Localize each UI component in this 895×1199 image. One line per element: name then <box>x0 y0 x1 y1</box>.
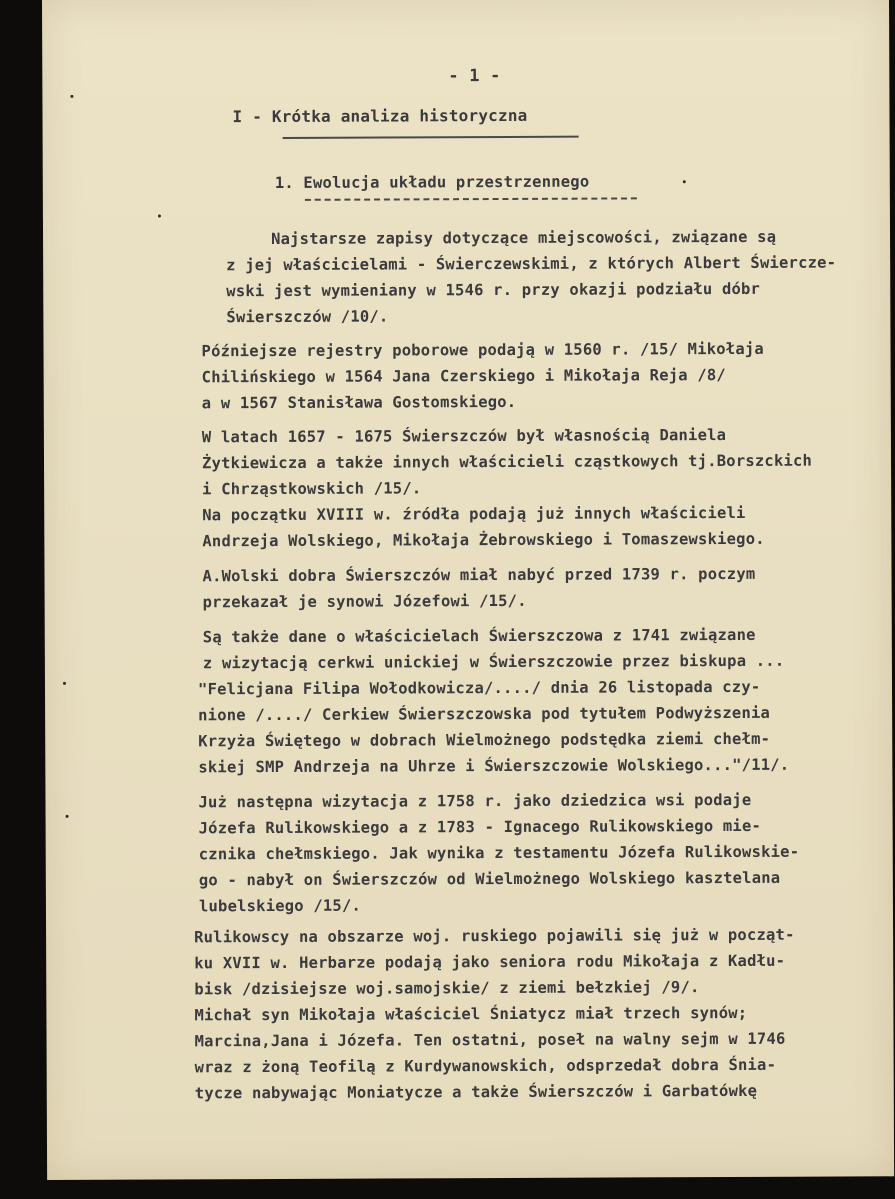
section-title-underline <box>283 136 579 139</box>
body-line: Są także dane o właścicielach Świerszczowa z 1741 związane <box>202 625 756 647</box>
ink-speck <box>158 214 161 217</box>
body-line: z wizytacją cerkwi unickiej w Świerszczowie przez biskupa ... <box>202 651 785 673</box>
body-line: skiej SMP Andrzeja na Uhrze i Świerszczowie Wolskiego..."/11/. <box>198 755 790 777</box>
body-line: i Chrząstkowskich /15/. <box>202 479 422 499</box>
body-line: Andrzeja Wolskiego, Mikołaja Żebrowskiego i Tomaszewskiego. <box>202 529 765 551</box>
body-line: Późniejsze rejestry poborowe podają w 1560 r. /15/ Mikołaja <box>201 339 764 361</box>
section-title: I - Krótka analiza historyczna <box>232 105 528 127</box>
ink-speck <box>70 95 73 98</box>
subsection-title: 1. Ewolucja układu przestrzennego <box>274 172 590 192</box>
body-line: nione /..../ Cerkiew Świerszczowska pod tytułem Podwyższenia <box>198 703 771 725</box>
body-line: W latach 1657 - 1675 Świerszczów był własnością Daniela <box>201 426 727 447</box>
body-line: go - nabył on Świerszczów od Wielmożnego Wolskiego kasztelana <box>198 868 781 890</box>
body-line: "Felicjana Filipa Wołodkowicza/..../ dnia 26 listopada czy- <box>197 677 761 699</box>
body-line: Już następna wizytacja z 1758 r. jako dziedzica wsi podaje <box>198 790 752 812</box>
body-line: Świerszczów /10/. <box>226 307 389 327</box>
body-line: Żytkiewicza a także innych właścicieli cząstkowych tj.Borszckich <box>201 451 813 473</box>
body-line: Na początku XVIII w. źródła podają już innych właścicieli <box>202 503 746 525</box>
body-line: Marcina,Jana i Józefa. Ten ostatni, poseł na walny sejm w 1746 <box>194 1029 786 1051</box>
body-line: a w 1567 Stanisława Gostomskiego. <box>201 392 517 413</box>
body-line: Najstarsze zapisy dotyczące miejscowości, związane są <box>271 227 777 249</box>
body-line: bisk /dzisiejsze woj.samojskie/ z ziemi bełzkiej /9/. <box>194 978 700 999</box>
body-line: Michał syn Mikołaja właściciel Śniatycz miał trzech synów; <box>194 1003 748 1025</box>
body-line: ku XVII w. Herbarze podają jako seniora rodu Mikołaja z Kadłu- <box>194 951 786 973</box>
body-line: wski jest wymieniany w 1546 r. przy okazji podziału dóbr <box>226 279 761 301</box>
subsection-title-underline <box>305 197 637 200</box>
body-line: lubelskiego /15/. <box>198 896 362 916</box>
body-line: Józefa Rulikowskiego a z 1783 - Ignacego Rulikowskiego mie- <box>198 816 762 838</box>
body-line: cznika chełmskiego. Jak wynika z testamentu Józefa Rulikowskie- <box>198 842 800 864</box>
body-line: Chilińskiego w 1564 Jana Czerskiego i Mikołaja Reja /8/ <box>201 366 726 387</box>
ink-speck <box>66 815 69 818</box>
page-number: - 1 - <box>448 66 501 87</box>
body-line: wraz z żoną Teofilą z Kurdywanowskich, odsprzedał dobra Śnia- <box>194 1055 777 1077</box>
body-line: przekazał je synowi Józefowi /15/. <box>202 591 527 612</box>
body-line: tycze nabywając Moniatycze a także Świerszczów i Garbatówkę <box>194 1081 758 1103</box>
ink-speck <box>63 682 66 685</box>
body-line: Krzyża Świętego w dobrach Wielmożnego podstędka ziemi chełm- <box>198 729 771 751</box>
typewritten-text <box>42 0 894 1180</box>
body-line: A.Wolski dobra Świerszczów miał nabyć przed 1739 r. poczym <box>202 564 756 586</box>
body-line: z jej właścicielami - Świerczewskimi, z których Albert Świercze- <box>226 253 837 275</box>
body-line: Rulikowscy na obszarze woj. ruskiego pojawili się już w począt- <box>194 925 795 947</box>
paper-sheet <box>42 0 894 1180</box>
ink-speck <box>683 180 686 183</box>
